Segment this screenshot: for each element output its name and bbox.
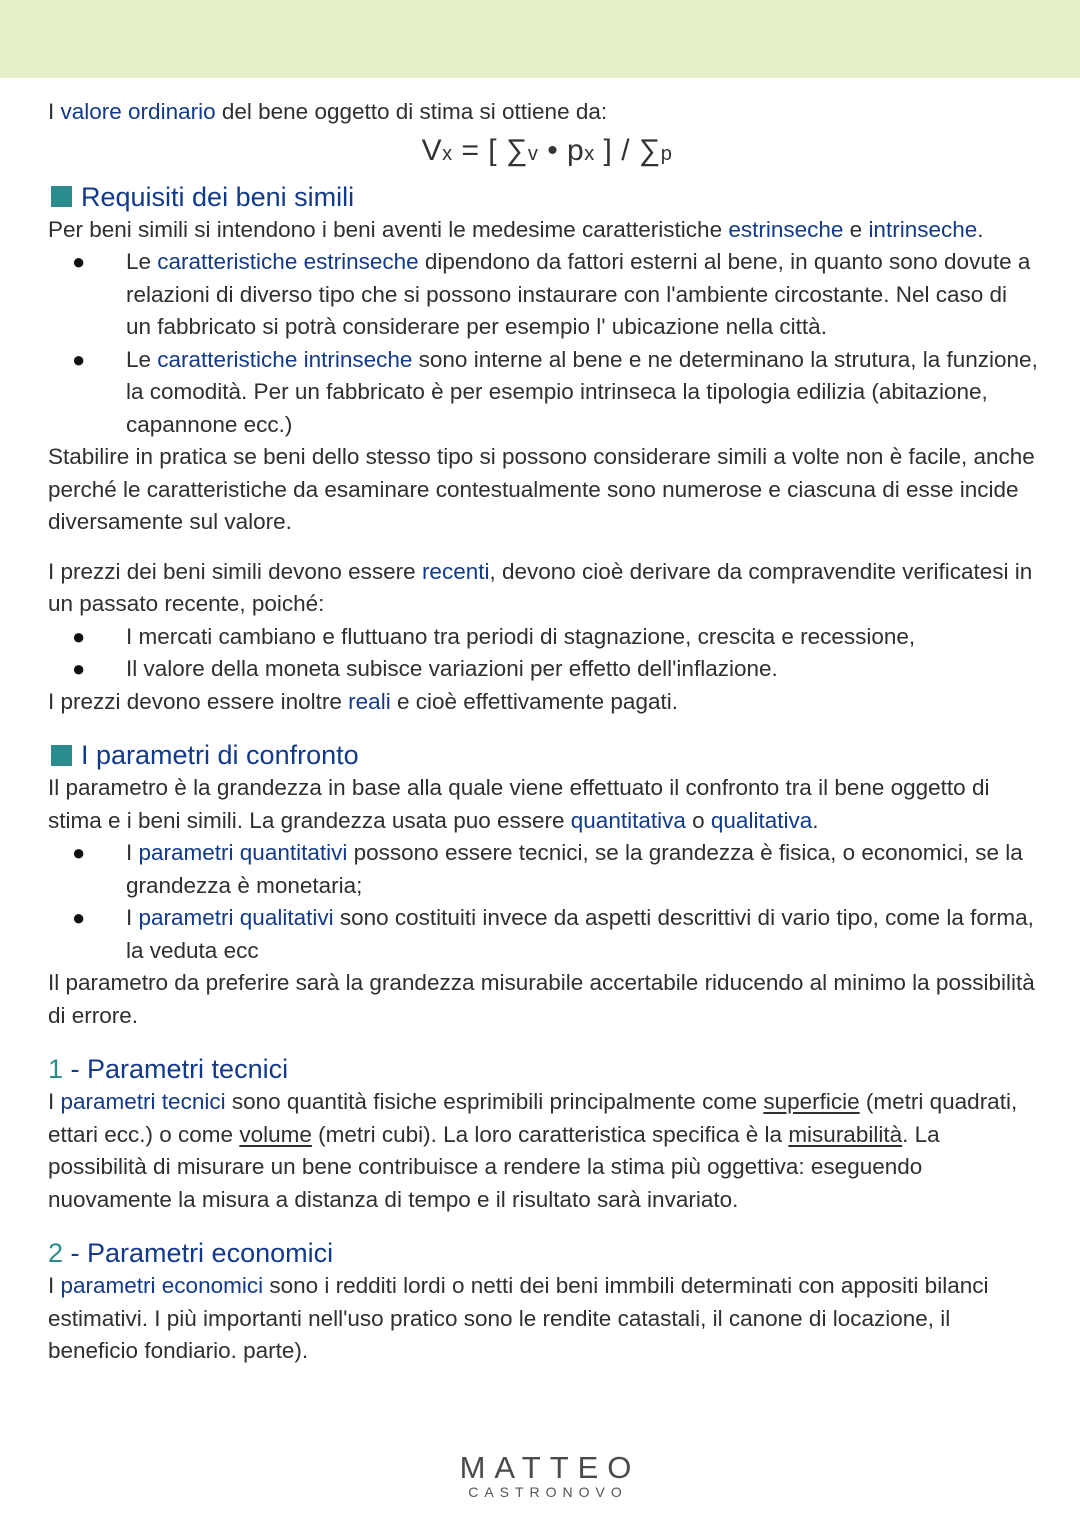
section-heading-parametri: I parametri di confronto bbox=[48, 738, 1038, 772]
parametri-outro: Il parametro da preferire sarà la grandezza misurabile accertabile riducendo al minimo la possibilità di errore. bbox=[48, 970, 1035, 1028]
document-body bbox=[48, 96, 1038, 1368]
bullet-icon: ● bbox=[72, 656, 86, 681]
parametri-list bbox=[48, 837, 1038, 967]
bullet-icon: ● bbox=[72, 840, 86, 865]
parametri-intro: Il parametro è la grandezza in base alla quale viene effettuato il confronto tra il bene oggetto di stima e i beni simili. La grandezza usata puo essere quantitativa o qualitativa. bbox=[48, 775, 990, 833]
bullet-icon: ● bbox=[72, 249, 86, 274]
list-item: ● I parametri quantitativi possono essere tecnici, se la grandezza è fisica, o economici, se la grandezza è monetaria; bbox=[48, 837, 1038, 902]
section-heading-requisiti: Requisiti dei beni simili bbox=[48, 180, 1038, 214]
section-heading-economici: 2 - Parametri economici bbox=[48, 1238, 334, 1268]
list-item: ● I mercati cambiano e fluttuano tra periodi di stagnazione, crescita e recessione, bbox=[48, 621, 1038, 654]
requisiti-intro: Per beni simili si intendono i beni aventi le medesime caratteristiche estrinseche e intrinseche. bbox=[48, 216, 984, 242]
requisiti-outro: Stabilire in pratica se beni dello stesso tipo si possono considerare simili a volte non è facile, anche perché le caratteristiche da esaminare contestualmente sono numerose e ciascuna di esse incide diversamente sul valore. bbox=[48, 444, 1035, 534]
list-item: ● I parametri qualitativi sono costituiti invece da aspetti descrittivi di vario tipo, come la forma, la veduta ecc bbox=[48, 902, 1038, 967]
economici-paragraph: I parametri economici sono i redditi lordi o netti dei beni immbili determinati con appositi bilanci estimativi. I più importanti nell'uso pratico sono le rendite catastali, il canone di locazione, il beneficio fondiario. parte). bbox=[48, 1273, 989, 1363]
square-bullet-icon bbox=[51, 186, 72, 207]
intro-paragraph: I valore ordinario del bene oggetto di stima si ottiene da: bbox=[48, 99, 608, 124]
requisiti-list bbox=[48, 246, 1038, 441]
bullet-icon: ● bbox=[72, 346, 86, 372]
prices-list bbox=[48, 621, 1038, 686]
list-item: ● Il valore della moneta subisce variazioni per effetto dell'inflazione. bbox=[48, 653, 1038, 686]
formula: Vx = [ ∑v • px ] / ∑p bbox=[421, 133, 673, 167]
tecnici-paragraph: I parametri tecnici sono quantità fisiche esprimibili principalmente come superficie (metri quadrati, ettari ecc.) o come volume (metri cubi). La loro caratteristica specifica è la misurabilità. La possibilità di misurare un bene contribuisce a rendere la stima più oggettiva: eseguendo nuovamente la misura a distanza di tempo e il risultato sarà invariato. bbox=[48, 1089, 1018, 1212]
footer-logo-surname: CASTRONOVO bbox=[468, 1484, 628, 1500]
prices-intro: I prezzi dei beni simili devono essere recenti, devono cioè derivare da compravendite verificatesi in un passato recente, poiché: bbox=[48, 558, 1033, 616]
header-band bbox=[0, 0, 1080, 78]
bullet-icon: ● bbox=[72, 905, 86, 930]
list-item: ● Le caratteristiche intrinseche sono interne al bene e ne determinano la strutura, la funzione, la comodità. Per un fabbricato è per esempio intrinseca la tipologia edilizia (abitazione, capannone ecc.) bbox=[48, 344, 1038, 442]
list-item: ● Le caratteristiche estrinseche dipendono da fattori esterni al bene, in quanto sono dovute a relazioni di diverso tipo che si possono instaurare con l'ambiente circostante. Nel caso di un fabbricato si potrà considerare per esempio l' ubicazione nella città. bbox=[48, 246, 1038, 344]
footer-logo-name: MATTEO bbox=[459, 1450, 641, 1485]
bullet-icon: ● bbox=[72, 623, 86, 649]
section-heading-tecnici: 1 - Parametri tecnici bbox=[48, 1054, 289, 1084]
square-bullet-icon bbox=[51, 745, 72, 766]
prices-outro: I prezzi devono essere inoltre reali e cioè effettivamente pagati. bbox=[48, 688, 678, 714]
